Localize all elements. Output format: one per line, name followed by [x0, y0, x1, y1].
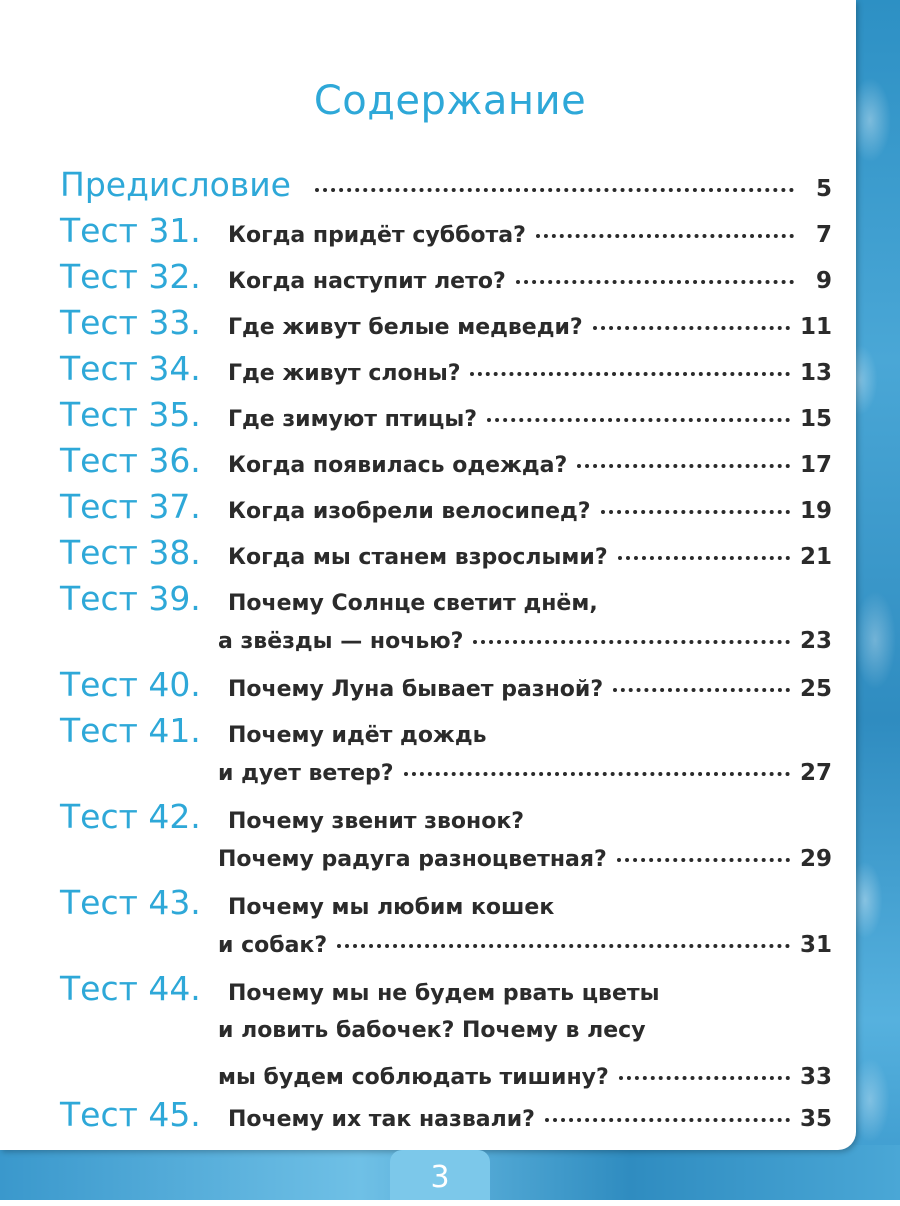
toc-entry[interactable] — [60, 303, 832, 352]
test-label: Тест 42. — [60, 797, 201, 836]
toc-entry[interactable] — [60, 441, 832, 490]
test-label: Тест 34. — [60, 349, 201, 388]
entry-title: и дует ветер? — [218, 761, 394, 786]
toc-entry[interactable] — [60, 395, 832, 444]
page-number-ref: 5 — [815, 176, 832, 202]
entry-title: Почему Солнце светит днём, — [228, 591, 598, 616]
toc-preface[interactable] — [60, 165, 832, 214]
test-label: Тест 40. — [60, 665, 201, 704]
entry-title: Почему радуга разноцветная? — [218, 847, 607, 872]
page-number-ref: 31 — [799, 932, 832, 958]
dot-leader — [516, 279, 794, 284]
dot-leader — [337, 943, 790, 948]
entry-title: Когда мы станем взрослыми? — [228, 545, 608, 570]
entry-title: Почему мы любим кошек — [228, 895, 555, 920]
entry-title: а звёзды — ночью? — [218, 629, 464, 654]
toc-entry[interactable] — [60, 1095, 832, 1144]
dot-leader — [545, 1117, 790, 1122]
page-number-ref: 21 — [799, 544, 832, 570]
test-label: Тест 44. — [60, 969, 201, 1008]
page-number-ref: 13 — [799, 360, 832, 386]
toc-entry[interactable] — [60, 533, 832, 582]
page-number-ref: 11 — [799, 314, 832, 340]
test-label: Тест 41. — [60, 711, 201, 750]
test-label: Тест 39. — [60, 579, 201, 618]
test-label: Тест 37. — [60, 487, 201, 526]
page-number-ref: 25 — [799, 676, 832, 702]
toc-entry[interactable] — [60, 211, 832, 260]
entry-title: Почему их так назвали? — [228, 1107, 535, 1132]
test-label: Тест 32. — [60, 257, 201, 296]
test-label: Тест 36. — [60, 441, 201, 480]
entry-title: Где живут слоны? — [228, 361, 461, 386]
preface-label: Предисловие — [60, 165, 291, 204]
page-number: 3 — [390, 1150, 490, 1200]
test-label: Тест 38. — [60, 533, 201, 572]
entry-title: Почему звенит звонок? — [228, 809, 525, 834]
toc-entry[interactable] — [60, 797, 832, 892]
toc-entry[interactable] — [60, 349, 832, 398]
dot-leader — [613, 687, 790, 692]
page-number-ref: 35 — [799, 1106, 832, 1132]
dot-leader — [470, 371, 790, 376]
entry-title: Когда изобрели велосипед? — [228, 499, 591, 524]
dot-leader — [404, 771, 790, 776]
toc-entry[interactable] — [60, 257, 832, 306]
toc-entry[interactable] — [60, 969, 832, 1110]
entry-title: Когда придёт суббота? — [228, 223, 526, 248]
page-number-ref: 19 — [799, 498, 832, 524]
dot-leader — [315, 187, 794, 192]
test-label: Тест 45. — [60, 1095, 201, 1134]
test-label: Тест 33. — [60, 303, 201, 342]
dot-leader — [487, 417, 790, 422]
page-number-ref: 15 — [799, 406, 832, 432]
dot-leader — [619, 1075, 790, 1080]
dot-leader — [601, 509, 790, 514]
test-label: Тест 35. — [60, 395, 201, 434]
entry-title: мы будем соблюдать тишину? — [218, 1065, 609, 1090]
page-number-ref: 33 — [799, 1064, 832, 1090]
entry-title: Когда появилась одежда? — [228, 453, 568, 478]
page-title: Содержание — [313, 78, 587, 124]
dot-leader — [536, 233, 794, 238]
toc-entry[interactable] — [60, 487, 832, 536]
test-label: Тест 43. — [60, 883, 201, 922]
entry-title: и ловить бабочек? Почему в лесу — [218, 1018, 646, 1043]
dot-leader — [473, 639, 790, 644]
entry-title: Когда наступит лето? — [228, 269, 506, 294]
test-label: Тест 31. — [60, 211, 201, 250]
entry-title: Где зимуют птицы? — [228, 407, 478, 432]
page-number-ref: 27 — [799, 760, 832, 786]
entry-title: Почему мы не будем рвать цветы — [228, 981, 660, 1006]
entry-title: и собак? — [218, 933, 328, 958]
page-number-ref: 29 — [799, 846, 832, 872]
entry-title: Почему Луна бывает разной? — [228, 677, 604, 702]
page-number-ref: 17 — [799, 452, 832, 478]
toc-entry[interactable] — [60, 665, 832, 714]
entry-title: Почему идёт дождь — [228, 723, 487, 748]
entry-title: Где живут белые медведи? — [228, 315, 583, 340]
toc-entry[interactable] — [60, 883, 832, 978]
dot-leader — [577, 463, 790, 468]
toc-entry[interactable] — [60, 711, 832, 806]
dot-leader — [617, 857, 790, 862]
page-number-ref: 9 — [815, 268, 832, 294]
page-number-ref: 7 — [815, 222, 832, 248]
dot-leader — [618, 555, 790, 560]
page-number-ref: 23 — [799, 628, 832, 654]
dot-leader — [593, 325, 790, 330]
toc-entry[interactable] — [60, 579, 832, 674]
